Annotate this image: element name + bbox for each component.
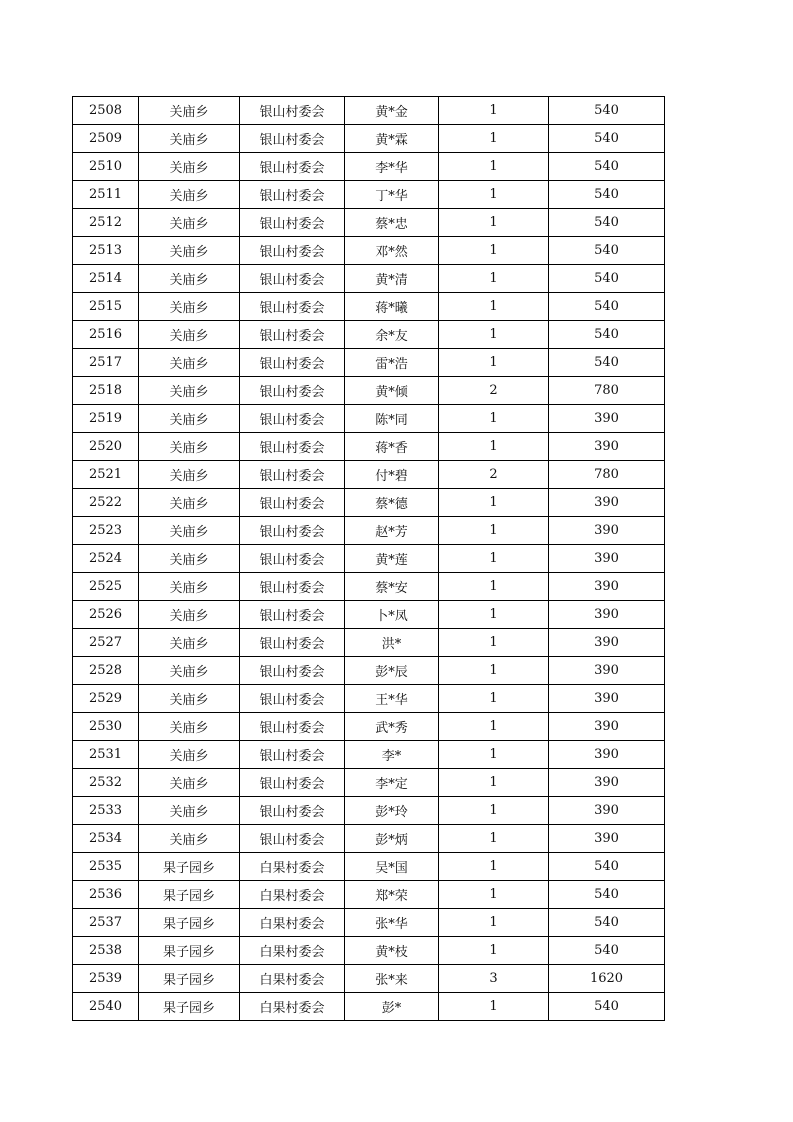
cell-name: 赵*芳 (345, 517, 439, 545)
cell-village: 银山村委会 (240, 293, 345, 321)
cell-number: 2525 (73, 573, 139, 601)
cell-count: 1 (439, 293, 549, 321)
cell-name: 蒋*曦 (345, 293, 439, 321)
cell-count: 2 (439, 377, 549, 405)
cell-township: 关庙乡 (139, 97, 240, 125)
cell-name: 邓*然 (345, 237, 439, 265)
cell-amount: 540 (549, 125, 665, 153)
cell-township: 关庙乡 (139, 685, 240, 713)
table-row (73, 377, 665, 405)
data-table (72, 96, 665, 1021)
cell-name: 付*碧 (345, 461, 439, 489)
cell-amount: 780 (549, 377, 665, 405)
cell-count: 3 (439, 965, 549, 993)
table-row (73, 321, 665, 349)
cell-amount: 540 (549, 993, 665, 1021)
cell-amount: 390 (549, 405, 665, 433)
cell-amount: 540 (549, 265, 665, 293)
cell-village: 白果村委会 (240, 937, 345, 965)
cell-township: 关庙乡 (139, 713, 240, 741)
cell-township: 关庙乡 (139, 825, 240, 853)
cell-name: 张*来 (345, 965, 439, 993)
cell-count: 1 (439, 237, 549, 265)
cell-name: 黄*清 (345, 265, 439, 293)
cell-name: 黄*倾 (345, 377, 439, 405)
cell-number: 2533 (73, 797, 139, 825)
cell-name: 张*华 (345, 909, 439, 937)
cell-village: 银山村委会 (240, 461, 345, 489)
cell-count: 2 (439, 461, 549, 489)
cell-count: 1 (439, 769, 549, 797)
cell-name: 李*定 (345, 769, 439, 797)
cell-village: 银山村委会 (240, 825, 345, 853)
cell-number: 2515 (73, 293, 139, 321)
table-row (73, 629, 665, 657)
cell-number: 2536 (73, 881, 139, 909)
cell-count: 1 (439, 489, 549, 517)
cell-number: 2523 (73, 517, 139, 545)
cell-township: 关庙乡 (139, 125, 240, 153)
table-row (73, 797, 665, 825)
cell-amount: 540 (549, 97, 665, 125)
cell-amount: 540 (549, 209, 665, 237)
table-row (73, 125, 665, 153)
cell-name: 蔡*忠 (345, 209, 439, 237)
cell-number: 2526 (73, 601, 139, 629)
cell-number: 2528 (73, 657, 139, 685)
table-row (73, 461, 665, 489)
table-row (73, 993, 665, 1021)
cell-count: 1 (439, 181, 549, 209)
cell-name: 蔡*德 (345, 489, 439, 517)
table-row (73, 237, 665, 265)
cell-township: 关庙乡 (139, 629, 240, 657)
cell-name: 黄*莲 (345, 545, 439, 573)
cell-village: 银山村委会 (240, 405, 345, 433)
cell-township: 关庙乡 (139, 209, 240, 237)
cell-name: 黄*金 (345, 97, 439, 125)
cell-township: 关庙乡 (139, 293, 240, 321)
table-row (73, 181, 665, 209)
table-row (73, 265, 665, 293)
cell-number: 2511 (73, 181, 139, 209)
cell-name: 李* (345, 741, 439, 769)
cell-count: 1 (439, 545, 549, 573)
cell-count: 1 (439, 909, 549, 937)
cell-name: 黄*枝 (345, 937, 439, 965)
cell-township: 关庙乡 (139, 657, 240, 685)
table-row (73, 685, 665, 713)
cell-count: 1 (439, 349, 549, 377)
cell-amount: 390 (549, 545, 665, 573)
cell-name: 吴*国 (345, 853, 439, 881)
cell-township: 关庙乡 (139, 573, 240, 601)
cell-township: 果子园乡 (139, 909, 240, 937)
cell-number: 2514 (73, 265, 139, 293)
cell-amount: 390 (549, 741, 665, 769)
cell-township: 果子园乡 (139, 993, 240, 1021)
table-row (73, 713, 665, 741)
cell-village: 银山村委会 (240, 125, 345, 153)
cell-count: 1 (439, 993, 549, 1021)
cell-count: 1 (439, 825, 549, 853)
cell-number: 2509 (73, 125, 139, 153)
cell-number: 2516 (73, 321, 139, 349)
cell-amount: 540 (549, 853, 665, 881)
cell-count: 1 (439, 881, 549, 909)
cell-amount: 540 (549, 237, 665, 265)
cell-amount: 540 (549, 321, 665, 349)
cell-count: 1 (439, 517, 549, 545)
cell-count: 1 (439, 321, 549, 349)
cell-village: 白果村委会 (240, 853, 345, 881)
table-row (73, 517, 665, 545)
cell-township: 关庙乡 (139, 741, 240, 769)
cell-village: 银山村委会 (240, 545, 345, 573)
cell-township: 关庙乡 (139, 153, 240, 181)
cell-name: 王*华 (345, 685, 439, 713)
cell-township: 关庙乡 (139, 769, 240, 797)
cell-township: 关庙乡 (139, 545, 240, 573)
table-row (73, 97, 665, 125)
cell-village: 银山村委会 (240, 713, 345, 741)
cell-village: 银山村委会 (240, 601, 345, 629)
table-row (73, 657, 665, 685)
cell-amount: 540 (549, 349, 665, 377)
cell-amount: 390 (549, 573, 665, 601)
cell-township: 关庙乡 (139, 489, 240, 517)
cell-name: 彭*玲 (345, 797, 439, 825)
cell-count: 1 (439, 125, 549, 153)
cell-number: 2519 (73, 405, 139, 433)
cell-number: 2512 (73, 209, 139, 237)
cell-count: 1 (439, 937, 549, 965)
table-body (73, 97, 665, 1021)
cell-amount: 540 (549, 909, 665, 937)
table-row (73, 209, 665, 237)
cell-count: 1 (439, 797, 549, 825)
cell-township: 关庙乡 (139, 377, 240, 405)
cell-count: 1 (439, 741, 549, 769)
cell-township: 关庙乡 (139, 797, 240, 825)
cell-number: 2535 (73, 853, 139, 881)
table-row (73, 433, 665, 461)
cell-township: 关庙乡 (139, 237, 240, 265)
cell-count: 1 (439, 97, 549, 125)
cell-name: 陈*同 (345, 405, 439, 433)
cell-village: 银山村委会 (240, 741, 345, 769)
cell-number: 2510 (73, 153, 139, 181)
table-row (73, 405, 665, 433)
cell-count: 1 (439, 433, 549, 461)
cell-amount: 540 (549, 181, 665, 209)
cell-township: 关庙乡 (139, 517, 240, 545)
cell-village: 银山村委会 (240, 97, 345, 125)
cell-number: 2518 (73, 377, 139, 405)
cell-count: 1 (439, 685, 549, 713)
cell-township: 关庙乡 (139, 405, 240, 433)
cell-count: 1 (439, 405, 549, 433)
cell-amount: 390 (549, 629, 665, 657)
cell-township: 关庙乡 (139, 461, 240, 489)
cell-count: 1 (439, 209, 549, 237)
cell-village: 白果村委会 (240, 881, 345, 909)
table-row (73, 769, 665, 797)
cell-number: 2534 (73, 825, 139, 853)
cell-name: 武*秀 (345, 713, 439, 741)
cell-village: 银山村委会 (240, 769, 345, 797)
cell-village: 白果村委会 (240, 965, 345, 993)
cell-village: 银山村委会 (240, 321, 345, 349)
table-row (73, 825, 665, 853)
cell-count: 1 (439, 713, 549, 741)
cell-amount: 540 (549, 881, 665, 909)
cell-township: 关庙乡 (139, 181, 240, 209)
cell-village: 银山村委会 (240, 629, 345, 657)
cell-number: 2517 (73, 349, 139, 377)
cell-amount: 390 (549, 685, 665, 713)
cell-number: 2537 (73, 909, 139, 937)
cell-village: 白果村委会 (240, 993, 345, 1021)
cell-village: 银山村委会 (240, 237, 345, 265)
cell-name: 彭*辰 (345, 657, 439, 685)
cell-village: 银山村委会 (240, 349, 345, 377)
cell-village: 银山村委会 (240, 265, 345, 293)
cell-village: 银山村委会 (240, 181, 345, 209)
cell-number: 2530 (73, 713, 139, 741)
cell-amount: 390 (549, 713, 665, 741)
table-row (73, 881, 665, 909)
table-row (73, 489, 665, 517)
cell-village: 银山村委会 (240, 657, 345, 685)
cell-number: 2520 (73, 433, 139, 461)
cell-name: 蒋*香 (345, 433, 439, 461)
table-row (73, 573, 665, 601)
cell-name: 雷*浩 (345, 349, 439, 377)
cell-name: 李*华 (345, 153, 439, 181)
cell-count: 1 (439, 853, 549, 881)
table-row (73, 293, 665, 321)
cell-village: 银山村委会 (240, 517, 345, 545)
cell-number: 2539 (73, 965, 139, 993)
table-row (73, 853, 665, 881)
cell-amount: 390 (549, 657, 665, 685)
cell-name: 彭*炳 (345, 825, 439, 853)
cell-name: 蔡*安 (345, 573, 439, 601)
cell-name: 彭* (345, 993, 439, 1021)
cell-name: 丁*华 (345, 181, 439, 209)
cell-count: 1 (439, 265, 549, 293)
cell-village: 银山村委会 (240, 153, 345, 181)
cell-village: 银山村委会 (240, 573, 345, 601)
cell-number: 2513 (73, 237, 139, 265)
cell-amount: 780 (549, 461, 665, 489)
cell-number: 2524 (73, 545, 139, 573)
table-row (73, 937, 665, 965)
cell-amount: 390 (549, 825, 665, 853)
cell-village: 白果村委会 (240, 909, 345, 937)
cell-township: 关庙乡 (139, 601, 240, 629)
cell-township: 果子园乡 (139, 853, 240, 881)
table-row (73, 153, 665, 181)
cell-count: 1 (439, 657, 549, 685)
cell-village: 银山村委会 (240, 377, 345, 405)
cell-township: 关庙乡 (139, 265, 240, 293)
cell-count: 1 (439, 153, 549, 181)
table-row (73, 965, 665, 993)
cell-number: 2529 (73, 685, 139, 713)
cell-township: 果子园乡 (139, 965, 240, 993)
table-row (73, 909, 665, 937)
cell-name: 洪* (345, 629, 439, 657)
cell-amount: 540 (549, 937, 665, 965)
cell-township: 果子园乡 (139, 881, 240, 909)
cell-amount: 540 (549, 153, 665, 181)
cell-village: 银山村委会 (240, 489, 345, 517)
cell-amount: 390 (549, 769, 665, 797)
cell-number: 2531 (73, 741, 139, 769)
cell-name: 郑*荣 (345, 881, 439, 909)
cell-number: 2521 (73, 461, 139, 489)
cell-village: 银山村委会 (240, 797, 345, 825)
table-row (73, 601, 665, 629)
table-row (73, 741, 665, 769)
cell-amount: 390 (549, 797, 665, 825)
cell-village: 银山村委会 (240, 685, 345, 713)
cell-count: 1 (439, 601, 549, 629)
cell-amount: 390 (549, 517, 665, 545)
cell-number: 2538 (73, 937, 139, 965)
cell-village: 银山村委会 (240, 209, 345, 237)
cell-township: 关庙乡 (139, 349, 240, 377)
cell-name: 黄*霖 (345, 125, 439, 153)
cell-township: 关庙乡 (139, 321, 240, 349)
cell-township: 果子园乡 (139, 937, 240, 965)
cell-township: 关庙乡 (139, 433, 240, 461)
cell-count: 1 (439, 573, 549, 601)
cell-amount: 390 (549, 433, 665, 461)
cell-village: 银山村委会 (240, 433, 345, 461)
cell-amount: 390 (549, 601, 665, 629)
cell-number: 2522 (73, 489, 139, 517)
cell-amount: 540 (549, 293, 665, 321)
cell-number: 2532 (73, 769, 139, 797)
table-row (73, 545, 665, 573)
cell-number: 2527 (73, 629, 139, 657)
cell-count: 1 (439, 629, 549, 657)
cell-name: 卜*凤 (345, 601, 439, 629)
cell-name: 余*友 (345, 321, 439, 349)
cell-amount: 1620 (549, 965, 665, 993)
table-row (73, 349, 665, 377)
cell-amount: 390 (549, 489, 665, 517)
cell-number: 2508 (73, 97, 139, 125)
cell-number: 2540 (73, 993, 139, 1021)
